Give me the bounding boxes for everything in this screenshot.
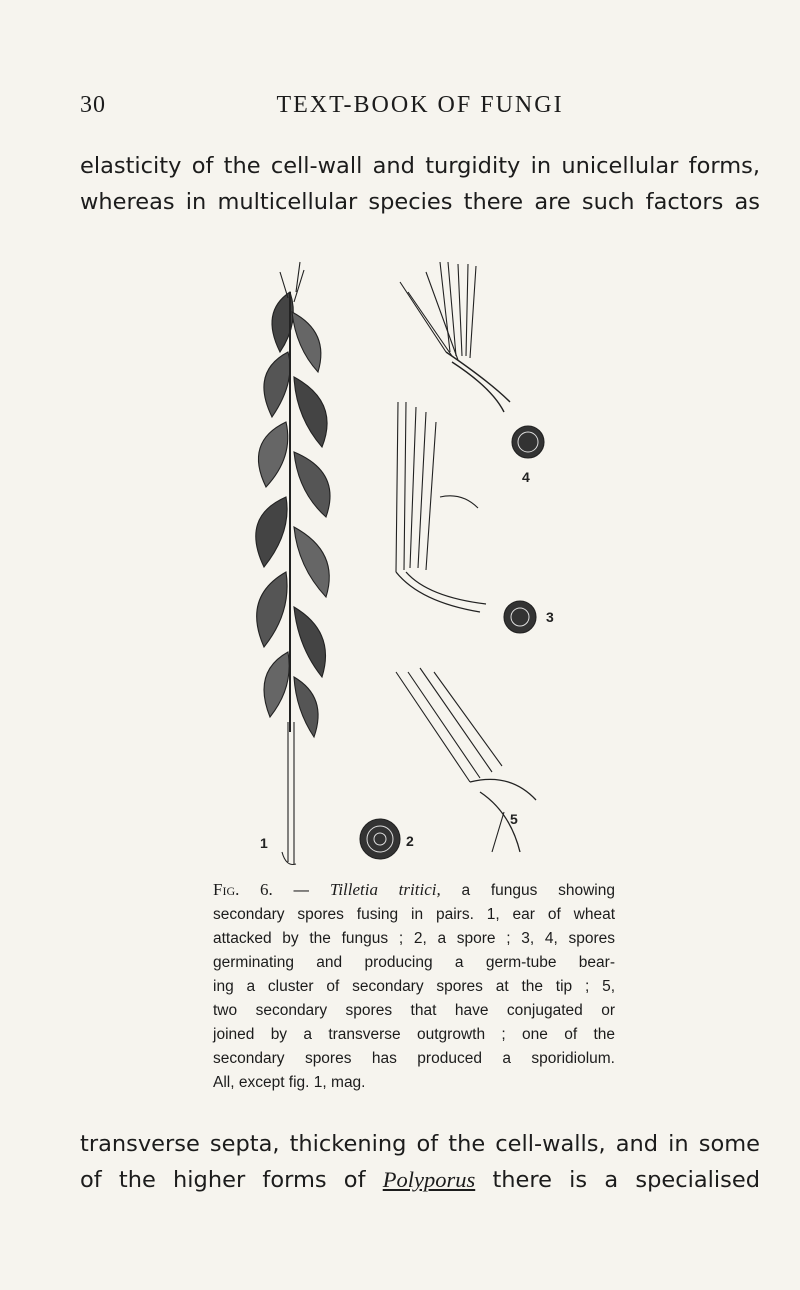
- caption-line: secondary spores fusing in pairs. 1, ear of wheat: [213, 906, 615, 923]
- figure-reference: Fig. 6.: [213, 880, 273, 899]
- page-number: 30: [80, 92, 106, 118]
- page-header: [80, 92, 760, 132]
- figure-6-illustration: [230, 252, 590, 872]
- body-text-fragment: of the higher forms of: [80, 1167, 366, 1193]
- caption-line: joined by a transverse outgrowth ; one of the: [213, 1026, 615, 1043]
- caption-line: two secondary spores that have conjugated or: [213, 1002, 615, 1019]
- wheat-ear-drawing: [256, 262, 330, 865]
- caption-line: attacked by the fungus ; 2, a spore ; 3, 4, spores: [213, 930, 615, 947]
- genus-polyporus: Polyporus: [382, 1167, 476, 1192]
- germinating-spore-4-drawing: [400, 262, 544, 485]
- species-name: Tilletia tritici,: [329, 880, 441, 899]
- body-paragraph-top: [80, 148, 760, 220]
- body-line: whereas in multicellular species there are such factors as: [80, 189, 760, 215]
- figure-label-2: 2: [406, 833, 414, 849]
- caption-line: Fig. 6. — Tilletia tritici, a fungus showing: [213, 880, 615, 899]
- figure-label-4: 4: [522, 469, 530, 485]
- body-line: [80, 1162, 760, 1198]
- figure-label-5: 5: [510, 811, 518, 827]
- caption-line: ing a cluster of secondary spores at the tip ; 5,: [213, 978, 615, 995]
- running-head: TEXT-BOOK OF FUNGI: [276, 92, 564, 118]
- conjugated-spores-5-drawing: [396, 668, 536, 852]
- body-line: elasticity of the cell-wall and turgidity in unicellular forms,: [80, 153, 760, 179]
- caption-text: a fungus showing: [461, 882, 615, 899]
- spore-2-drawing: [360, 819, 414, 859]
- body-line: transverse septa, thickening of the cell-walls, and in some: [80, 1131, 760, 1157]
- figure-label-1: 1: [260, 835, 268, 851]
- body-text-fragment: there is a specialised: [492, 1167, 760, 1193]
- body-paragraph-bottom: [80, 1126, 760, 1198]
- tilletia-illustration-svg: [230, 252, 590, 872]
- figure-label-3: 3: [546, 609, 554, 625]
- caption-line: All, except fig. 1, mag.: [213, 1074, 366, 1091]
- figure-caption: [213, 878, 615, 1095]
- caption-line: germinating and producing a germ-tube bear-: [213, 954, 615, 971]
- caption-line: secondary spores has produced a sporidiolum.: [213, 1050, 615, 1067]
